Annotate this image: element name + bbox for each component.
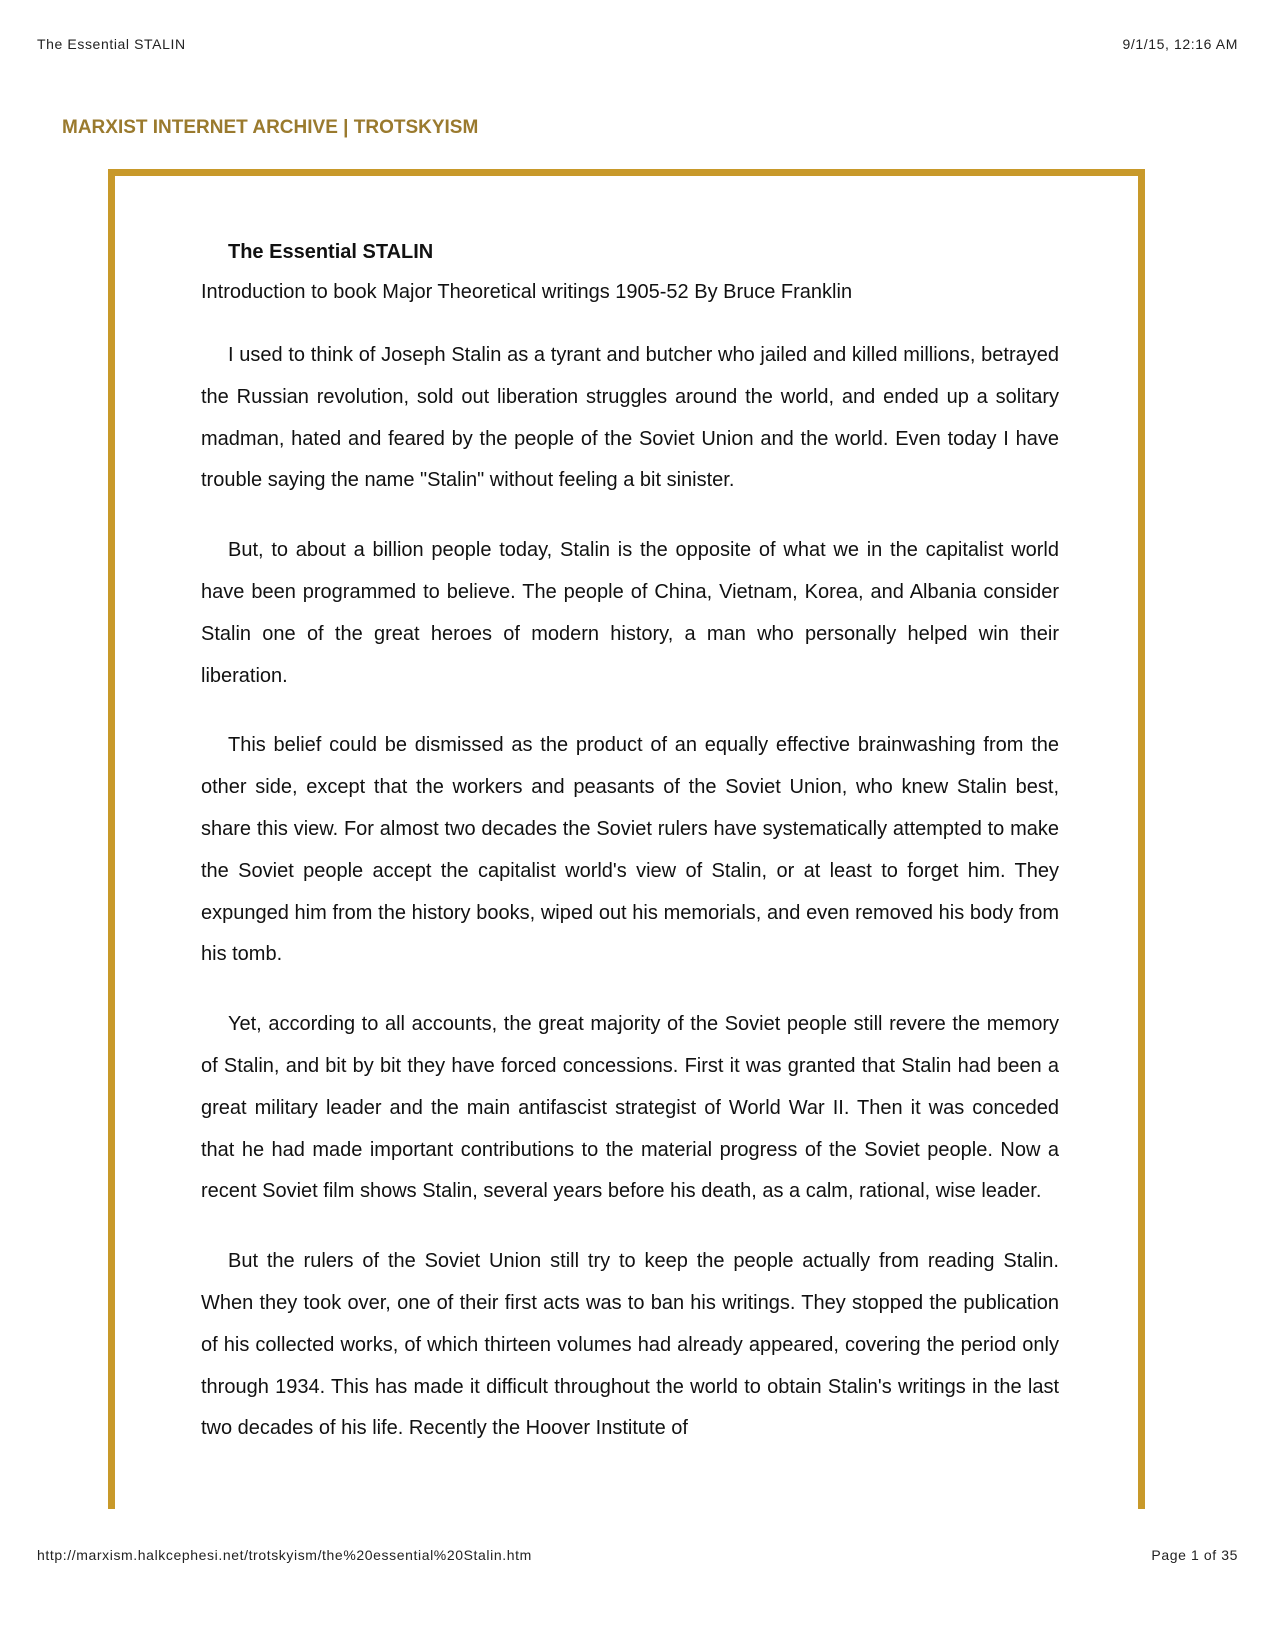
print-footer-url: http://marxism.halkcephesi.net/trotskyism/the%20essential%20Stalin.htm bbox=[37, 1547, 532, 1563]
article-paragraph: But the rulers of the Soviet Union still try to keep the people actually from reading Stalin. When they took over, one of their first acts was to ban his writings. They stopped the publication of his collected works, of which thirteen volumes had already appeared, covering the period only through 1934. This has made it difficult throughout the world to obtain Stalin's writings in the last two decades of his life. Recently the Hoover Institute of bbox=[201, 1250, 1059, 1440]
article-paragraph: Yet, according to all accounts, the great majority of the Soviet people still revere the memory of Stalin, and bit by bit they have forced concessions. First it was granted that Stalin had been a great military leader and the main antifascist strategist of World War II. Then it was conceded that he had made important contributions to the material progress of the Soviet people. Now a recent Soviet film shows Stalin, several years before his death, as a calm, rational, wise leader. bbox=[201, 1013, 1059, 1203]
article-paragraph: I used to think of Joseph Stalin as a tyrant and butcher who jailed and killed millions, betrayed the Russian revolution, sold out liberation struggles around the world, and ended up a solitary madman, hated and feared by the people of the Soviet Union and the world. Even today I have trouble saying the name "Stalin" without feeling a bit sinister. bbox=[201, 344, 1059, 492]
print-header-datetime: 9/1/15, 12:16 AM bbox=[1122, 36, 1238, 52]
print-footer-page-number: Page 1 of 35 bbox=[1151, 1547, 1238, 1563]
print-header-title: The Essential STALIN bbox=[37, 36, 186, 52]
site-header-link[interactable]: MARXIST INTERNET ARCHIVE | TROTSKYISM bbox=[62, 117, 479, 138]
article-paragraph: But, to about a billion people today, Stalin is the opposite of what we in the capitalist world have been programmed to believe. The people of China, Vietnam, Korea, and Albania consider Stalin one of the great heroes of modern history, a man who personally helped win their liberation. bbox=[201, 539, 1059, 687]
article-subtitle: Introduction to book Major Theoretical writings 1905-52 By Bruce Franklin bbox=[201, 281, 853, 303]
article-body bbox=[201, 237, 1059, 1450]
article-paragraph: This belief could be dismissed as the product of an equally effective brainwashing from the other side, except that the workers and peasants of the Soviet Union, who knew Stalin best, share this view. For almost two decades the Soviet rulers have systematically attempted to make the Soviet people accept the capitalist world's view of Stalin, or at least to forget him. They expunged him from the history books, wiped out his memorials, and even removed his body from his tomb. bbox=[201, 734, 1059, 966]
article-title: The Essential STALIN bbox=[228, 241, 434, 263]
